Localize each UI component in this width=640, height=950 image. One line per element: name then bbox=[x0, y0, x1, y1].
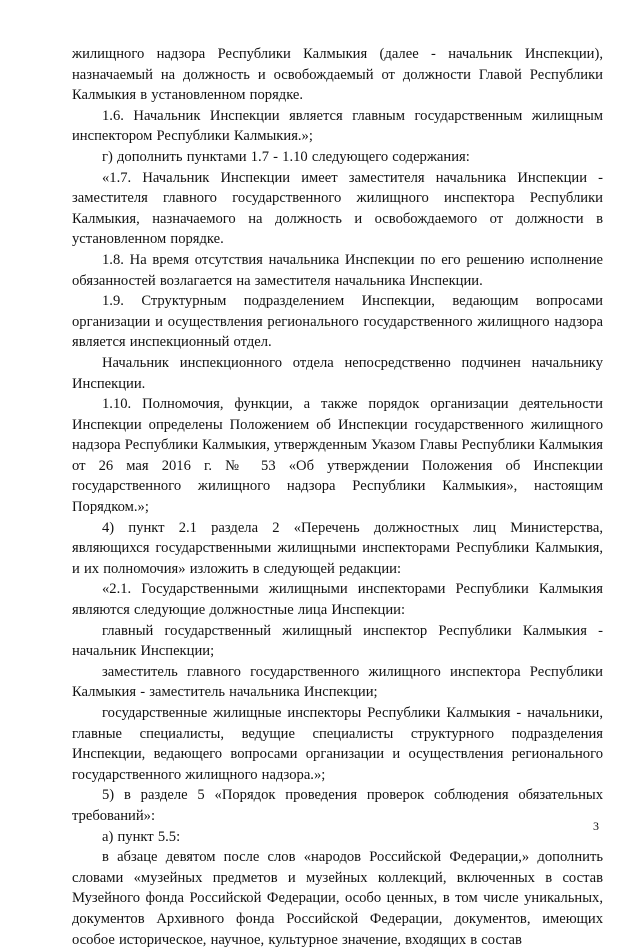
paragraph-6: 1.9. Структурным подразделением Инспекции, ведающим вопросами организации и осуществления регионального государственного жилищного надзора является инспекционный отдел. bbox=[72, 293, 603, 351]
document-body bbox=[72, 44, 603, 950]
paragraph-5: 1.8. На время отсутствия начальника Инспекции по его решению исполнение обязанностей возлагается на заместителя начальника Инспекции. bbox=[72, 251, 603, 289]
paragraph-9: 4) пункт 2.1 раздела 2 «Перечень должностных лиц Министерства, являющихся государственными жилищными инспекторами Республики Калмыкия, и их полномочия» изложить в следующей редакции: bbox=[72, 519, 603, 577]
page-number: 3 bbox=[593, 819, 599, 833]
paragraph-14: 5) в разделе 5 «Порядок проведения проверок соблюдения обязательных требований»: bbox=[72, 787, 603, 824]
paragraph-10: «2.1. Государственными жилищными инспекторами Республики Калмыкия являются следующие должностные лица Инспекции: bbox=[72, 581, 603, 619]
paragraph-2: 1.6. Начальник Инспекции является главным государственным жилищным инспектором Республики Калмыкия.»; bbox=[72, 107, 603, 145]
paragraph-13: государственные жилищные инспекторы Республики Калмыкия - начальники, главные специалисты, ведущие специалисты структурного подразделения Инспекции, ведающего вопросами организации и осуществления регионального государственного жилищного надзора.»; bbox=[72, 705, 603, 783]
paragraph-7: Начальник инспекционного отдела непосредственно подчинен начальнику Инспекции. bbox=[72, 354, 603, 392]
paragraph-11: главный государственный жилищный инспектор Республики Калмыкия - начальник Инспекции; bbox=[72, 622, 603, 660]
paragraph-15: а) пункт 5.5: bbox=[102, 828, 181, 845]
paragraph-8: 1.10. Полномочия, функции, а также порядок организации деятельности Инспекции определены Положением об Инспекции государственного жилищного надзора Республики Калмыкия, утвержденным Указом Главы Республики Калмыкия от 26 мая 2016 г. № 53 «Об утверждении Положения об Инспекции государственного жилищного надзора Республики Калмыкия», настоящим Порядком.»; bbox=[72, 396, 603, 516]
paragraph-1: жилищного надзора Республики Калмыкия (далее - начальник Инспекции), назначаемый на должность и освобождаемый от должности Главой Республики Калмыкия в установленном порядке. bbox=[72, 46, 603, 104]
paragraph-12: заместитель главного государственного жилищного инспектора Республики Калмыкия - заместитель начальника Инспекции; bbox=[72, 663, 603, 701]
paragraph-3: г) дополнить пунктами 1.7 - 1.10 следующего содержания: bbox=[102, 148, 470, 165]
paragraph-16: в абзаце девятом после слов «народов Российской Федерации,» дополнить словами «музейных предметов и музейных коллекций, включенных в состав Музейного фонда Российской Федерации, особо ценных, в том числе уникальных, документов Архивного фонда Российской Федерации, документов, имеющих особое историческое, научное, культурное значение, входящих в состав bbox=[72, 849, 603, 948]
paragraph-4: «1.7. Начальник Инспекции имеет заместителя начальника Инспекции - заместителя главного государственного жилищного инспектора Республики Калмыкия, назначаемого на должность и освобождаемого от должности в установленном порядке. bbox=[72, 169, 603, 248]
